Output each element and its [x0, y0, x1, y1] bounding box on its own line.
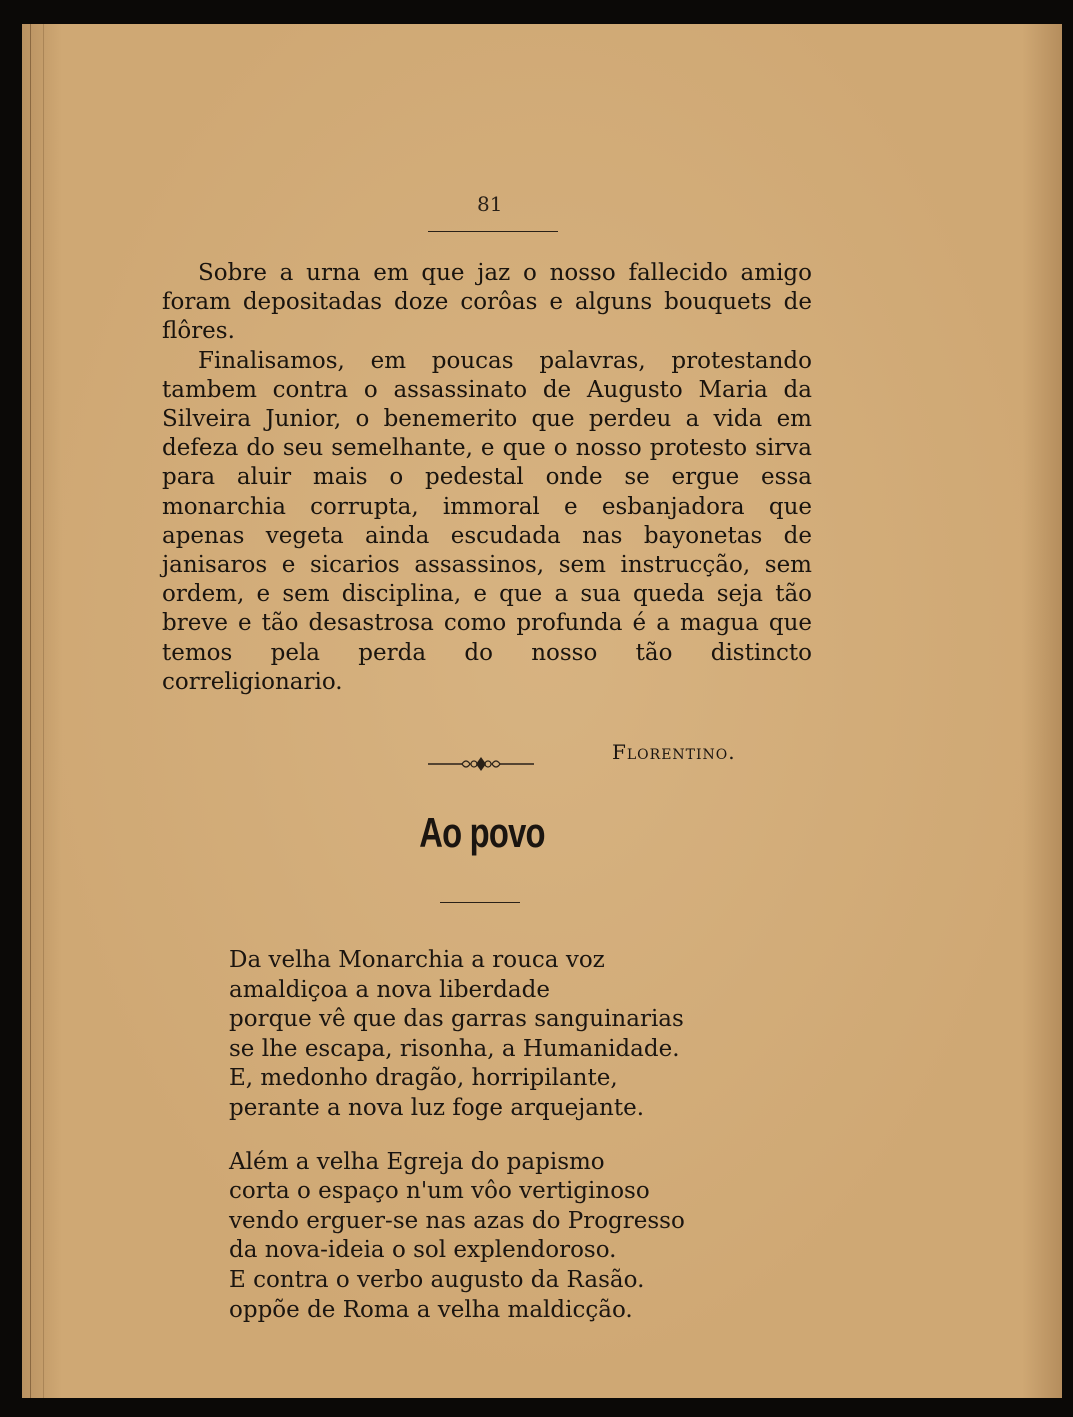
page-spine-edge: [30, 24, 44, 1398]
verse-line: E contra o verbo augusto da Rasão.: [229, 1266, 645, 1293]
verse-line: da nova-ideia o sol explendoroso.: [229, 1237, 617, 1264]
verse-line: Além a velha Egreja do papismo: [229, 1148, 605, 1175]
book-page: [22, 24, 1062, 1398]
verse-line: porque vê que das garras sanguinarias: [229, 1006, 684, 1033]
paragraph: Finalisamos, em poucas palavras, protestando tambem contra o assassinato de Augusto Maria da Silveira Junior, o benemerito que perdeu a vida em defeza do seu semelhante, e que o nosso protesto sirva para aluir mais o pedestal onde se ergue essa monarchia corrupta, immoral e esbanjadora que apenas vegeta ainda escudada nas bayonetas de janisaros e sicarios assassinos, sem instrucção, sem ordem, e sem disciplina, e que a sua queda seja tão breve e tão desastrosa como profunda é a magua que temos pela perda do nosso tão distincto correligionario.: [162, 347, 812, 695]
verse-line: E, medonho dragão, horripilante,: [229, 1065, 618, 1092]
section-title: Ao povo: [419, 809, 545, 856]
verse-line: oppõe de Roma a velha maldicção.: [229, 1296, 633, 1323]
fleuron-divider-icon: [426, 754, 536, 774]
title-rule: [440, 902, 520, 903]
verse-line: perante a nova luz foge arquejante.: [229, 1094, 644, 1121]
page-number: 81: [477, 192, 503, 216]
poem-stanza: [229, 1148, 789, 1326]
verse-line: se lhe escapa, risonha, a Humanidade.: [229, 1035, 680, 1062]
verse-line: corta o espaço n'um vôo vertiginoso: [229, 1178, 650, 1205]
verse-line: Da velha Monarchia a rouca voz: [229, 947, 605, 973]
paragraph: Sobre a urna em que jaz o nosso fallecido amigo foram depositadas doze corôas e alguns bouquets de flôres.: [162, 260, 812, 345]
verse-line: amaldiçoa a nova liberdade: [229, 976, 550, 1003]
author-signature: Florentino.: [612, 740, 736, 764]
header-rule: [428, 231, 558, 232]
prose-body: [162, 259, 812, 697]
verse-line: vendo erguer-se nas azas do Progresso: [229, 1207, 685, 1234]
poem-stanza: [229, 946, 789, 1124]
poem: [229, 946, 789, 1349]
